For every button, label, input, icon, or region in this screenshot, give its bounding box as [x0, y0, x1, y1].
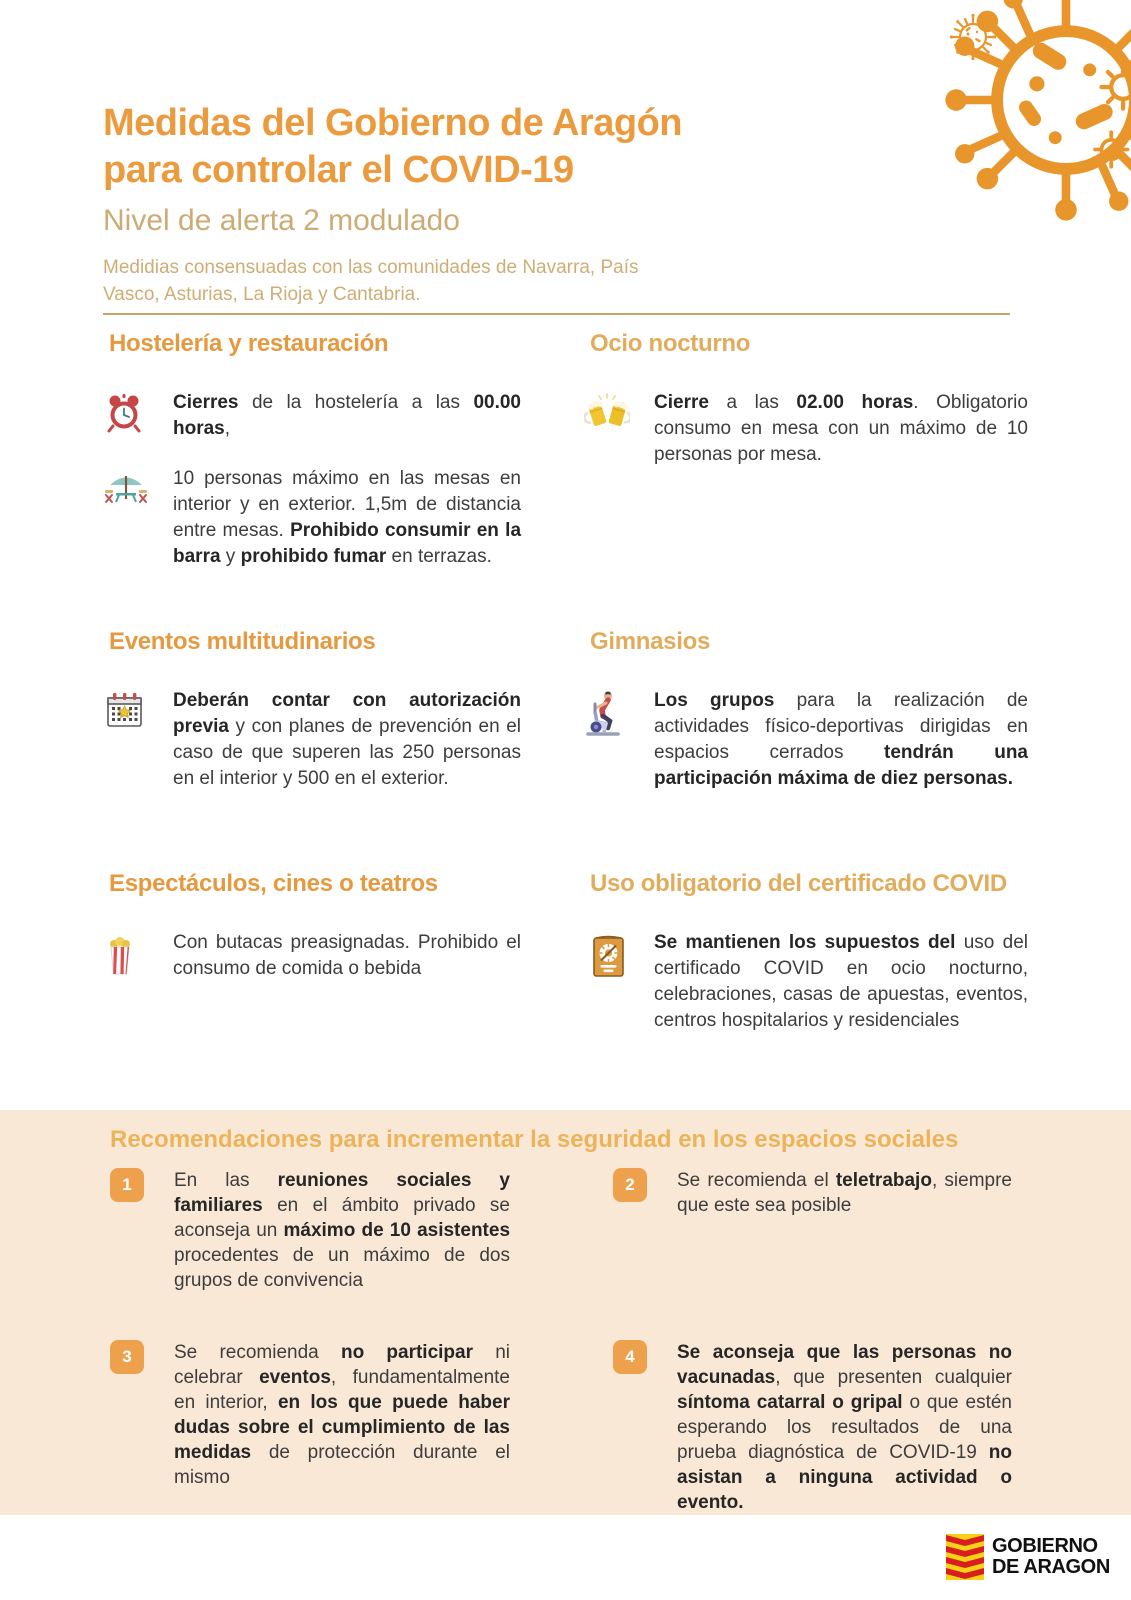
- recommendations-row-1: [110, 1168, 1022, 1293]
- recommendation-item: [110, 1340, 510, 1515]
- page-title-line1: Medidas del Gobierno de Aragón: [103, 102, 682, 144]
- item-text: Deberán contar con autorización previa y con planes de prevención en el caso de que superen las 250 personas en el interior y 500 en el exterior.: [173, 690, 521, 789]
- calendar-icon: [103, 688, 151, 792]
- item-text: Se mantienen los supuestos del uso del certificado COVID en ocio nocturno, celebraciones, casas de apuestas, eventos, centros hospitalarios y residenciales: [654, 932, 1029, 1031]
- list-item: [584, 688, 1028, 792]
- number-badge: 1: [110, 1168, 144, 1202]
- gobierno-aragon-logo: [946, 1534, 1110, 1580]
- recommendation-text: Se recomienda no participar ni celebrar eventos, fundamentalmente en interior, en los que puede haber dudas sobre el cumplimiento de las medidas de protección durante el mismo: [174, 1342, 511, 1488]
- popcorn-icon: [103, 930, 151, 982]
- section-espectaculos: [103, 870, 521, 1058]
- alarm-clock-icon: [103, 390, 151, 442]
- list-item: [103, 390, 521, 442]
- logo-line1: GOBIERNO: [992, 1535, 1098, 1557]
- sections-row-1: [103, 330, 1028, 594]
- section-ocio-nocturno: [584, 330, 1028, 594]
- section-title-gimnasios: Gimnasios: [590, 628, 711, 655]
- list-item: [584, 390, 1028, 468]
- recommendation-text: Se aconseja que las personas no vacunadas, que presenten cualquier síntoma catarral o gripal o que estén esperando los resultados de una prueba diagnóstica de COVID-19 no asistan a ninguna actividad o evento.: [677, 1342, 1012, 1513]
- recommendations-band: [0, 1110, 1131, 1515]
- sections-row-3: [103, 870, 1028, 1058]
- number-badge: 3: [110, 1340, 144, 1374]
- list-item: [103, 688, 521, 792]
- section-title-hosteleria: Hostelería y restauración: [109, 330, 389, 357]
- recommendation-item: [110, 1168, 510, 1293]
- consensus-note: Medidias consensuadas con las comunidades de Navarra, País Vasco, Asturias, La Rioja y Cantabria.: [103, 257, 639, 305]
- exercise-bike-icon: [584, 688, 632, 792]
- section-title-ocio: Ocio nocturno: [590, 330, 751, 357]
- aragon-flag-icon: [946, 1534, 984, 1580]
- item-text: 10 personas máximo en las mesas en interior y en exterior. 1,5m de distancia entre mesas. Prohibido consumir en la barra y prohibido fumar en terrazas.: [173, 468, 522, 567]
- logo-text: [992, 1536, 1110, 1578]
- recommendation-item: [613, 1168, 1012, 1293]
- recommendation-text: Se recomienda el teletrabajo, siempre que este sea posible: [677, 1170, 1012, 1216]
- list-item: [103, 466, 521, 570]
- section-gimnasios: [584, 628, 1028, 816]
- covid-certificate-icon: [584, 930, 632, 1034]
- header: [103, 100, 1033, 308]
- alert-level-subtitle: Nivel de alerta 2 modulado: [103, 204, 460, 237]
- section-certificado-covid: [584, 870, 1028, 1058]
- recommendation-item: [613, 1340, 1012, 1515]
- number-badge: 2: [613, 1168, 647, 1202]
- section-hosteleria: [103, 330, 521, 594]
- number-badge: 4: [613, 1340, 647, 1374]
- recommendation-text: En las reuniones sociales y familiares en el ámbito privado se aconseja un máximo de 10 asistentes procedentes de un máximo de dos grupos de convivencia: [174, 1170, 511, 1291]
- page-title-line2: para controlar el COVID-19: [103, 149, 574, 191]
- list-item: [103, 930, 521, 982]
- item-text: Con butacas preasignadas. Prohibido el consumo de comida o bebida: [173, 932, 521, 979]
- item-text: Los grupos para la realización de actividades físico-deportivas dirigidas en espacios cerrados tendrán una participación máxima de diez personas.: [654, 690, 1028, 789]
- header-divider: [103, 313, 1010, 315]
- recommendations-row-2: [110, 1340, 1022, 1515]
- list-item: [584, 930, 1028, 1034]
- sections-row-2: [103, 628, 1028, 816]
- section-title-espectaculos: Espectáculos, cines o teatros: [109, 870, 438, 897]
- item-text: Cierre a las 02.00 horas. Obligatorio consumo en mesa con un máximo de 10 personas por mesa.: [654, 392, 1028, 465]
- section-title-eventos: Eventos multitudinarios: [109, 628, 376, 655]
- logo-line2: DE ARAGON: [992, 1556, 1110, 1578]
- section-title-certificado: Uso obligatorio del certificado COVID: [590, 870, 1007, 897]
- beer-icon: [584, 390, 632, 468]
- recommendations-title: Recomendaciones para incrementar la seguridad en los espacios sociales: [110, 1126, 959, 1153]
- page-title: [103, 100, 1033, 194]
- terrace-icon: [103, 466, 151, 570]
- section-eventos: [103, 628, 521, 816]
- item-text: Cierres de la hostelería a las 00.00 horas,: [173, 392, 521, 439]
